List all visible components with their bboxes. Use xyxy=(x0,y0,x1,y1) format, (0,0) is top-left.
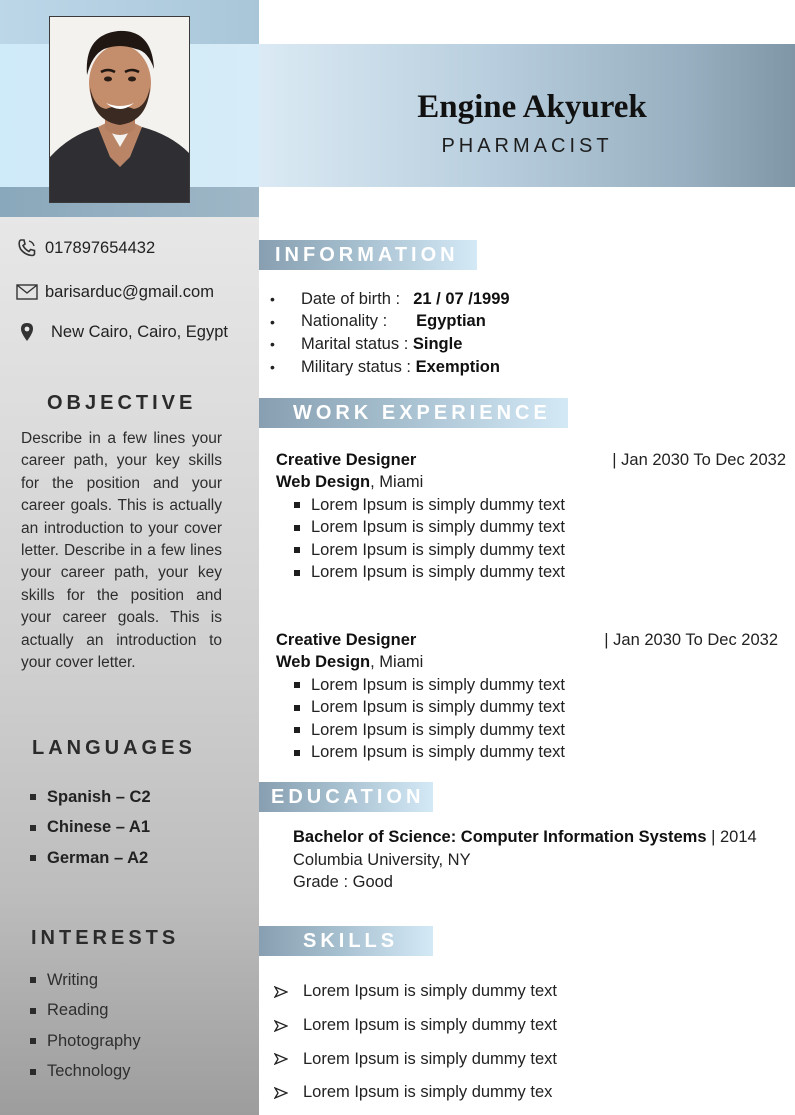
job-bullets xyxy=(294,494,786,584)
languages-list xyxy=(30,782,151,874)
list-item: Lorem Ipsum is simply dummy text xyxy=(274,1009,557,1043)
list-item: Lorem Ipsum is simply dummy tex xyxy=(274,1076,557,1110)
job-location: , Miami xyxy=(370,653,424,672)
list-item: Lorem Ipsum is simply dummy text xyxy=(294,742,778,765)
education-grade: Grade : Good xyxy=(293,873,393,892)
list-item: Lorem Ipsum is simply dummy text xyxy=(294,539,786,562)
job-company: Web Design xyxy=(276,473,371,492)
education-heading: EDUCATION xyxy=(259,782,433,812)
list-item: Reading xyxy=(30,996,141,1027)
list-item: Lorem Ipsum is simply dummy text xyxy=(294,562,786,585)
list-item: • Date of birth : 21 / 07 /1999 xyxy=(270,289,510,308)
job-bullets xyxy=(294,674,778,764)
interests-heading: INTERESTS xyxy=(31,927,180,949)
list-item: • Military status : Exemption xyxy=(270,357,500,376)
arrow-bullet-icon xyxy=(274,986,303,998)
square-bullet-icon xyxy=(294,570,300,576)
job-entry xyxy=(276,629,778,764)
dot-bullet-icon: • xyxy=(270,359,275,376)
phone-icon xyxy=(16,238,38,258)
square-bullet-icon xyxy=(30,1038,36,1044)
interests-list xyxy=(30,965,141,1087)
job-role: Creative Designer xyxy=(276,450,417,469)
job-role: Creative Designer xyxy=(276,630,417,649)
square-bullet-icon xyxy=(30,977,36,983)
candidate-name: Engine Akyurek xyxy=(417,89,647,125)
education-entry xyxy=(293,826,757,894)
square-bullet-icon xyxy=(294,525,300,531)
dot-bullet-icon: • xyxy=(270,313,275,330)
list-item: Technology xyxy=(30,1057,141,1088)
contact-address xyxy=(16,322,228,342)
dot-bullet-icon: • xyxy=(270,336,275,353)
arrow-bullet-icon xyxy=(274,1020,303,1032)
list-item: German – A2 xyxy=(30,843,151,874)
list-item: Lorem Ipsum is simply dummy text xyxy=(274,1042,557,1076)
education-school: Columbia University, NY xyxy=(293,850,471,869)
square-bullet-icon xyxy=(294,547,300,553)
job-entry xyxy=(276,449,786,584)
candidate-title: PHARMACIST xyxy=(441,135,613,157)
dot-bullet-icon: • xyxy=(270,291,275,308)
location-pin-icon xyxy=(16,322,38,342)
list-item: Spanish – C2 xyxy=(30,782,151,813)
information-heading: INFORMATION xyxy=(259,240,477,270)
square-bullet-icon xyxy=(294,502,300,508)
list-item: Lorem Ipsum is simply dummy text xyxy=(294,719,778,742)
list-item: • Nationality : Egyptian xyxy=(270,312,486,331)
contact-phone xyxy=(16,238,155,258)
square-bullet-icon xyxy=(30,794,36,800)
list-item: Photography xyxy=(30,1026,141,1057)
job-company: Web Design xyxy=(276,653,371,672)
profile-photo xyxy=(49,16,190,203)
skills-heading: SKILLS xyxy=(259,926,433,956)
list-item: Writing xyxy=(30,965,141,996)
languages-heading: LANGUAGES xyxy=(32,737,196,759)
list-item: Lorem Ipsum is simply dummy text xyxy=(294,494,786,517)
square-bullet-icon xyxy=(294,682,300,688)
list-item: Chinese – A1 xyxy=(30,813,151,844)
list-item: Lorem Ipsum is simply dummy text xyxy=(294,697,778,720)
job-dates: | Jan 2030 To Dec 2032 xyxy=(604,630,778,649)
square-bullet-icon xyxy=(294,750,300,756)
email-text: barisarduc@gmail.com xyxy=(45,282,214,301)
square-bullet-icon xyxy=(294,705,300,711)
objective-heading: OBJECTIVE xyxy=(47,392,197,414)
list-item: Lorem Ipsum is simply dummy text xyxy=(294,674,778,697)
list-item: • Marital status : Single xyxy=(270,334,463,353)
square-bullet-icon xyxy=(30,1008,36,1014)
list-item: Lorem Ipsum is simply dummy text xyxy=(274,975,557,1009)
information-list xyxy=(270,288,510,378)
job-location: , Miami xyxy=(370,473,424,492)
contact-email xyxy=(16,282,214,302)
arrow-bullet-icon xyxy=(274,1053,303,1065)
address-text: New Cairo, Cairo, Egypt xyxy=(51,322,228,341)
portrait-illustration xyxy=(50,17,190,203)
square-bullet-icon xyxy=(294,727,300,733)
objective-text: Describe in a few lines your career path, your key skills for the position and your career goals. This is actually an introduction to your cover letter. Describe in a few lines your career path, your key skills for the position and your career goals. This is actually an introduction to your cover letter. xyxy=(21,430,222,672)
list-item: Lorem Ipsum is simply dummy text xyxy=(294,517,786,540)
arrow-bullet-icon xyxy=(274,1087,303,1099)
square-bullet-icon xyxy=(30,1069,36,1075)
skills-list xyxy=(274,975,557,1110)
square-bullet-icon xyxy=(30,825,36,831)
job-dates: | Jan 2030 To Dec 2032 xyxy=(612,450,786,469)
mail-icon xyxy=(16,282,38,302)
square-bullet-icon xyxy=(30,855,36,861)
education-year: | 2014 xyxy=(706,828,757,846)
work-experience-heading: WORK EXPERIENCE xyxy=(259,398,568,428)
phone-text: 017897654432 xyxy=(45,238,156,257)
education-degree: Bachelor of Science: Computer Information Systems xyxy=(293,828,707,846)
